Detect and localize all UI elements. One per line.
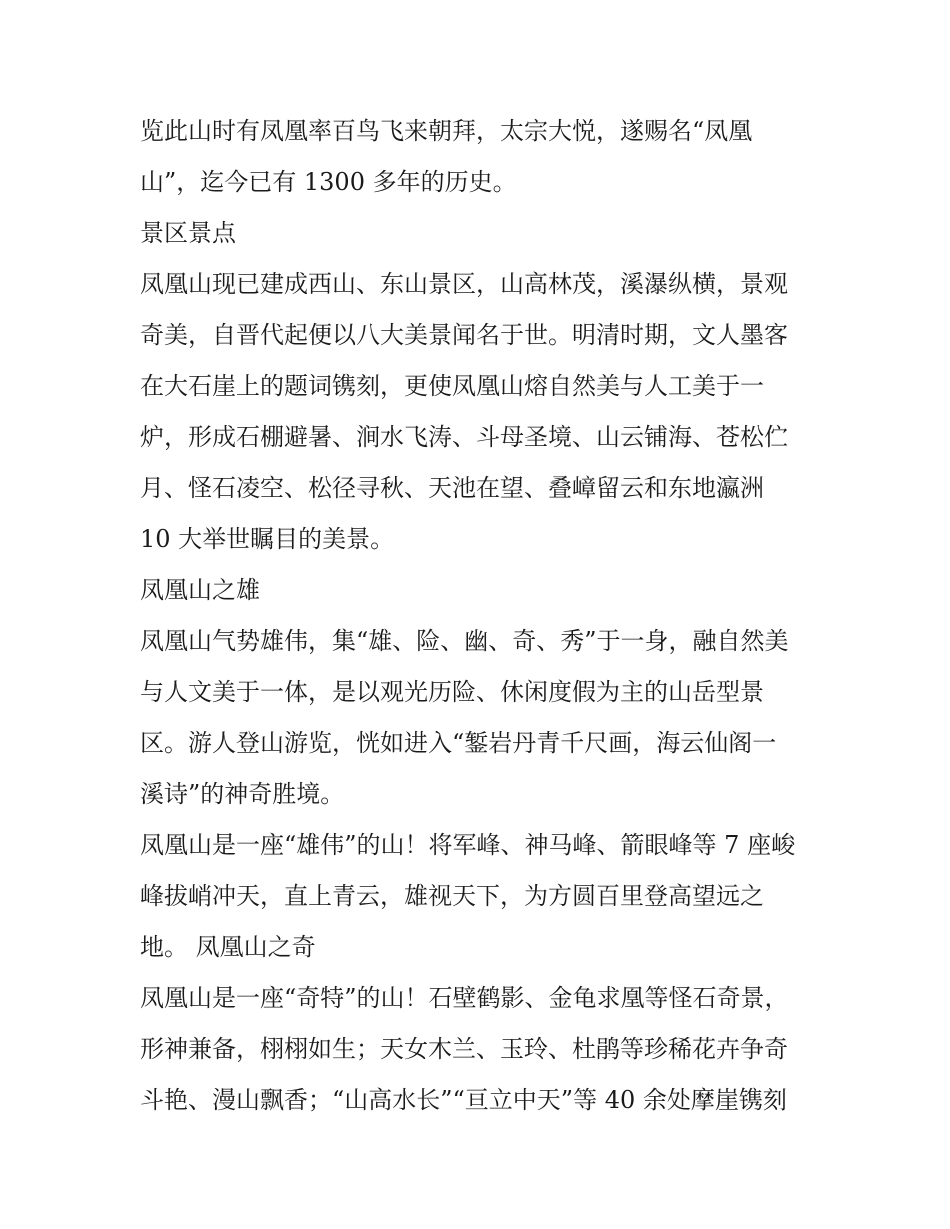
document-body: [140, 110, 820, 1130]
text-line: 形神兼备，栩栩如生；天女木兰、玉玲、杜鹃等珍稀花卉争奇: [140, 1035, 788, 1063]
text-line: 区。游人登山游览，恍如进入“錾岩丹青千尺画，海云仙阁一: [140, 729, 777, 757]
text-line: 山”，迄今已有 1300 多年的历史。: [140, 168, 517, 196]
section-heading: 景区景点: [140, 219, 236, 247]
text-line: 凤凰山是一座“雄伟”的山！将军峰、神马峰、箭眼峰等 7 座峻: [140, 831, 796, 859]
text-line: 溪诗”的神奇胜境。: [140, 780, 345, 808]
section-heading: 凤凰山之雄: [140, 576, 260, 604]
text-line: 凤凰山现已建成西山、东山景区，山高林茂，溪瀑纵横，景观: [140, 270, 788, 298]
text-line: 奇美，自晋代起便以八大美景闻名于世。明清时期，文人墨客: [140, 321, 788, 349]
text-line: 斗艳、漫山飘香；“山高水长”“亘立中天”等 40 余处摩崖镌刻: [140, 1086, 787, 1114]
text-line: 与人文美于一体，是以观光历险、休闲度假为主的山岳型景: [140, 678, 764, 706]
text-line: 炉，形成石棚避暑、涧水飞涛、斗母圣境、山云铺海、苍松伫: [140, 423, 788, 451]
text-line: 览此山时有凤凰率百鸟飞来朝拜，太宗大悦，遂赐名“凤凰: [140, 117, 753, 145]
text-line: 地。 凤凰山之奇: [140, 933, 316, 961]
text-line: 在大石崖上的题词镌刻，更使凤凰山熔自然美与人工美于一: [140, 372, 764, 400]
text-line: 月、怪石凌空、松径寻秋、天池在望、叠嶂留云和东地瀛洲: [140, 474, 764, 502]
text-line: 10 大举世瞩目的美景。: [140, 525, 395, 553]
text-line: 峰拔峭冲天，直上青云，雄视天下，为方圆百里登高望远之: [140, 882, 764, 910]
text-line: 凤凰山是一座“奇特”的山！石壁鹤影、金龟求凰等怪石奇景，: [140, 984, 789, 1012]
text-line: 凤凰山气势雄伟，集“雄、险、幽、奇、秀”于一身，融自然美: [140, 627, 789, 655]
